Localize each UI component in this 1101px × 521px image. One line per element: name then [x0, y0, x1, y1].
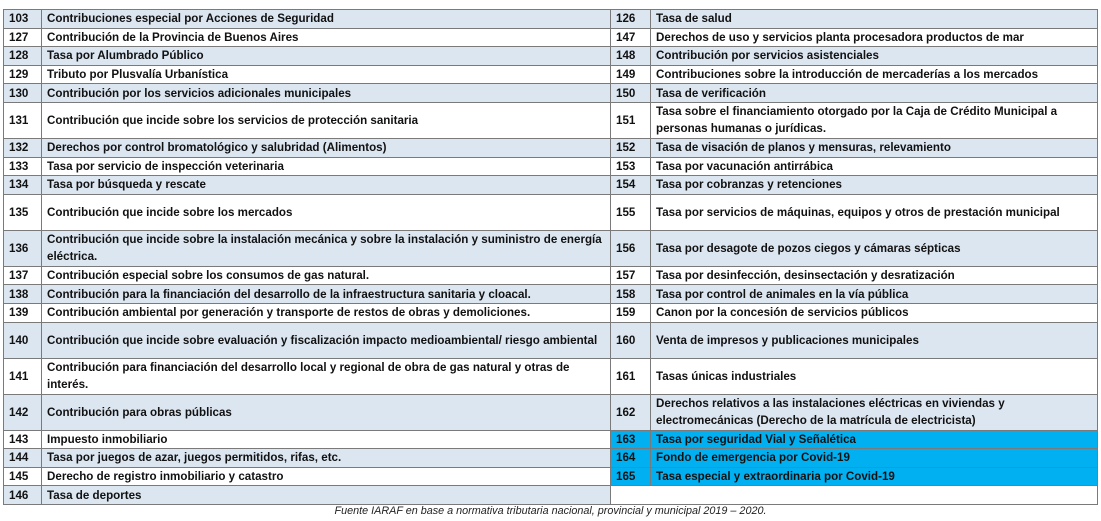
left-name-cell: Derecho de registro inmobiliario y catastro — [42, 467, 611, 486]
right-code-cell: 152 — [611, 138, 651, 157]
right-name-cell: Tasa de verificación — [651, 84, 1098, 103]
right-code-cell: 154 — [611, 176, 651, 195]
left-name-cell: Contribución especial sobre los consumos de gas natural. — [42, 266, 611, 285]
table-row — [4, 10, 1098, 29]
right-name-cell: Tasa de visación de planos y mensuras, relevamiento — [651, 138, 1098, 157]
left-code-cell: 103 — [4, 10, 42, 29]
left-code-cell: 143 — [4, 430, 42, 449]
left-name-cell: Tasa de deportes — [42, 486, 611, 505]
left-code-cell: 140 — [4, 322, 42, 358]
table-row — [4, 102, 1098, 138]
table-row — [4, 176, 1098, 195]
table-row — [4, 266, 1098, 285]
table-row — [4, 285, 1098, 304]
left-name-cell: Tasa por Alumbrado Público — [42, 47, 611, 66]
left-code-cell: 129 — [4, 65, 42, 84]
right-name-cell: Derechos de uso y servicios planta procesadora productos de mar — [651, 28, 1098, 47]
table-row — [4, 430, 1098, 449]
source-caption: Fuente IARAF en base a normativa tributaria nacional, provincial y municipal 2019 – 2020. — [334, 505, 767, 517]
left-name-cell: Contribución que incide sobre la instalación mecánica y sobre la instalación y suministro de energía eléctrica. — [42, 230, 611, 266]
right-code-cell: 158 — [611, 285, 651, 304]
right-code-cell-highlighted: 165 — [611, 467, 651, 486]
left-code-cell: 136 — [4, 230, 42, 266]
table-row — [4, 358, 1098, 394]
table-row — [4, 157, 1098, 176]
left-name-cell: Contribución de la Provincia de Buenos Aires — [42, 28, 611, 47]
table-row — [4, 138, 1098, 157]
left-name-cell: Contribución por los servicios adicionales municipales — [42, 84, 611, 103]
table-row — [4, 230, 1098, 266]
left-name-cell: Contribución ambiental por generación y transporte de restos de obras y demoliciones. — [42, 303, 611, 322]
right-name-cell: Tasa de salud — [651, 10, 1098, 29]
right-name-cell: Tasa por cobranzas y retenciones — [651, 176, 1098, 195]
left-code-cell: 141 — [4, 358, 42, 394]
right-name-cell-highlighted: Tasa por seguridad Vial y Señalética — [651, 430, 1098, 449]
right-name-cell: Tasas únicas industriales — [651, 358, 1098, 394]
left-name-cell: Derechos por control bromatológico y salubridad (Alimentos) — [42, 138, 611, 157]
right-code-cell: 147 — [611, 28, 651, 47]
table-row — [4, 322, 1098, 358]
left-code-cell: 128 — [4, 47, 42, 66]
left-name-cell: Tributo por Plusvalía Urbanística — [42, 65, 611, 84]
left-name-cell: Contribución para obras públicas — [42, 394, 611, 430]
right-name-cell: Tasa sobre el financiamiento otorgado por la Caja de Crédito Municipal a personas humanas o jurídicas. — [651, 102, 1098, 138]
left-name-cell: Contribución para la financiación del desarrollo de la infraestructura sanitaria y cloacal. — [42, 285, 611, 304]
right-name-cell: Derechos relativos a las instalaciones eléctricas en viviendas y electromecánicas (Derecho de la matrícula de electricista) — [651, 394, 1098, 430]
left-code-cell: 132 — [4, 138, 42, 157]
right-code-cell: 148 — [611, 47, 651, 66]
right-name-cell: Tasa por vacunación antirrábica — [651, 157, 1098, 176]
left-name-cell: Tasa por búsqueda y rescate — [42, 176, 611, 195]
right-name-cell: Contribución por servicios asistenciales — [651, 47, 1098, 66]
left-name-cell: Contribuciones especial por Acciones de Seguridad — [42, 10, 611, 29]
table-row — [4, 84, 1098, 103]
table-row — [4, 467, 1098, 486]
right-code-cell: 153 — [611, 157, 651, 176]
left-name-cell: Tasa por juegos de azar, juegos permitidos, rifas, etc. — [42, 449, 611, 468]
right-name-cell: Venta de impresos y publicaciones municipales — [651, 322, 1098, 358]
table-row — [4, 303, 1098, 322]
left-code-cell: 142 — [4, 394, 42, 430]
table-row — [4, 28, 1098, 47]
tax-table-body — [4, 10, 1098, 505]
left-code-cell: 131 — [4, 102, 42, 138]
right-code-cell: 149 — [611, 65, 651, 84]
left-name-cell: Contribución para financiación del desarrollo local y regional de obra de gas natural y otras de interés. — [42, 358, 611, 394]
left-code-cell: 134 — [4, 176, 42, 195]
left-code-cell: 130 — [4, 84, 42, 103]
tax-table — [3, 9, 1098, 505]
left-name-cell: Impuesto inmobiliario — [42, 430, 611, 449]
right-code-cell: 150 — [611, 84, 651, 103]
table-row — [4, 486, 1098, 505]
right-name-cell: Tasa por desagote de pozos ciegos y cámaras sépticas — [651, 230, 1098, 266]
right-code-cell-highlighted: 163 — [611, 430, 651, 449]
right-name-cell-highlighted: Fondo de emergencia por Covid-19 — [651, 449, 1098, 468]
table-row — [4, 449, 1098, 468]
left-code-cell: 127 — [4, 28, 42, 47]
right-code-cell: 156 — [611, 230, 651, 266]
left-code-cell: 137 — [4, 266, 42, 285]
empty-cell — [611, 486, 1098, 505]
left-code-cell: 144 — [4, 449, 42, 468]
table-row — [4, 194, 1098, 230]
table-row — [4, 65, 1098, 84]
left-code-cell: 146 — [4, 486, 42, 505]
right-name-cell: Tasa por desinfección, desinsectación y desratización — [651, 266, 1098, 285]
right-code-cell-highlighted: 164 — [611, 449, 651, 468]
left-name-cell: Tasa por servicio de inspección veterinaria — [42, 157, 611, 176]
left-code-cell: 138 — [4, 285, 42, 304]
right-code-cell: 160 — [611, 322, 651, 358]
right-name-cell: Tasa por control de animales en la vía pública — [651, 285, 1098, 304]
left-name-cell: Contribución que incide sobre los mercados — [42, 194, 611, 230]
left-name-cell: Contribución que incide sobre los servicios de protección sanitaria — [42, 102, 611, 138]
right-name-cell-highlighted: Tasa especial y extraordinaria por Covid-19 — [651, 467, 1098, 486]
right-code-cell: 151 — [611, 102, 651, 138]
table-row — [4, 394, 1098, 430]
left-code-cell: 135 — [4, 194, 42, 230]
right-code-cell: 157 — [611, 266, 651, 285]
left-code-cell: 145 — [4, 467, 42, 486]
right-name-cell: Canon por la concesión de servicios públicos — [651, 303, 1098, 322]
right-code-cell: 159 — [611, 303, 651, 322]
right-name-cell: Tasa por servicios de máquinas, equipos y otros de prestación municipal — [651, 194, 1098, 230]
left-code-cell: 133 — [4, 157, 42, 176]
table-row — [4, 47, 1098, 66]
left-name-cell: Contribución que incide sobre evaluación y fiscalización impacto medioambiental/ riesgo ambiental — [42, 322, 611, 358]
right-code-cell: 126 — [611, 10, 651, 29]
right-name-cell: Contribuciones sobre la introducción de mercaderías a los mercados — [651, 65, 1098, 84]
right-code-cell: 155 — [611, 194, 651, 230]
left-code-cell: 139 — [4, 303, 42, 322]
right-code-cell: 161 — [611, 358, 651, 394]
right-code-cell: 162 — [611, 394, 651, 430]
